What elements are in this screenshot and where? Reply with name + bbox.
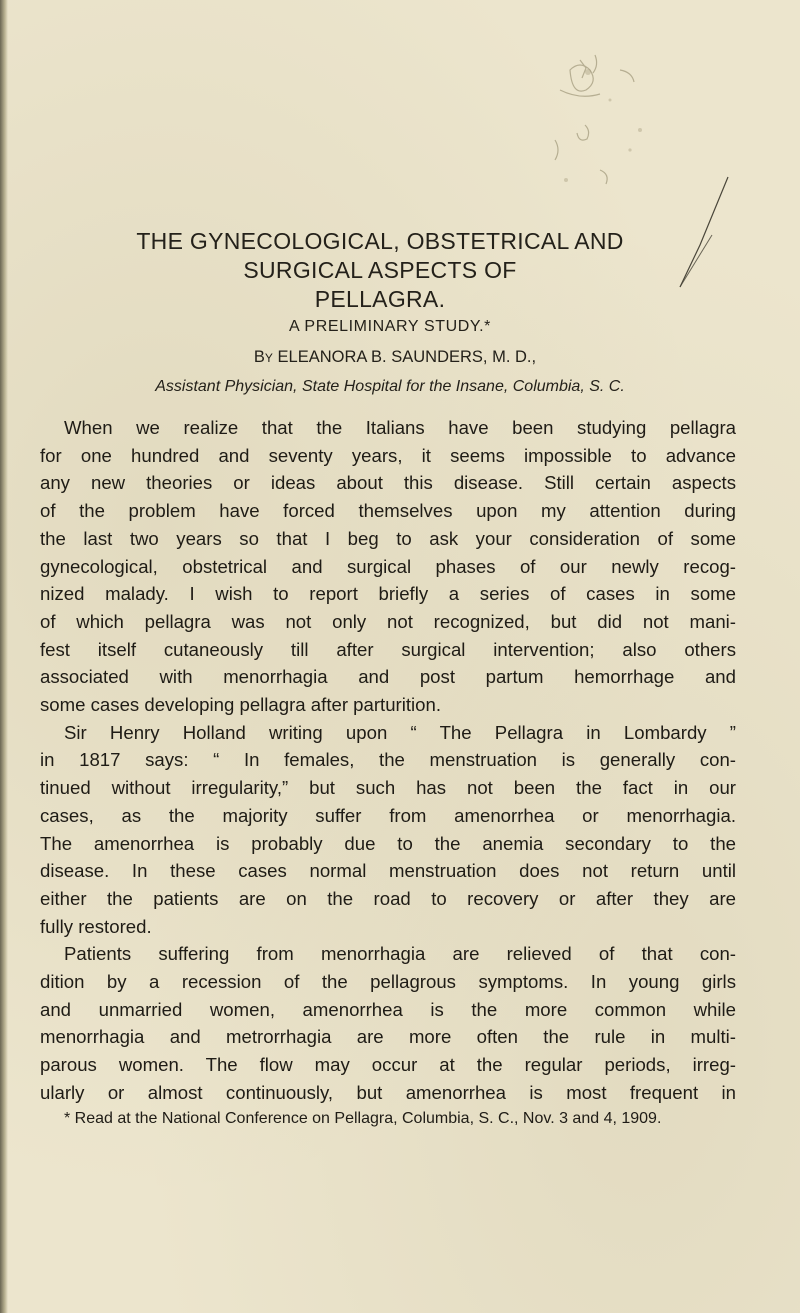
- body-line: fest itself cutaneously till after surgical intervention; also others: [40, 638, 736, 660]
- article-subtitle: A PRELIMINARY STUDY.*: [288, 318, 491, 335]
- body-line: dition by a recession of the pellagrous symptoms. In young girls: [40, 971, 736, 993]
- body-line: any new theories or ideas about this disease. Still certain aspects: [40, 472, 736, 494]
- article-title-line-1: THE GYNECOLOGICAL, OBSTETRICAL AND: [136, 228, 624, 254]
- author-affiliation: Assistant Physician, State Hospital for the Insane, Columbia, S. C.: [155, 378, 625, 395]
- body-line: parous women. The flow may occur at the regular periods, irreg-: [40, 1054, 736, 1076]
- body-line: the last two years so that I beg to ask your consideration of some: [40, 527, 736, 549]
- body-line: Patients suffering from menorrhagia are relieved of that con-: [64, 943, 736, 965]
- article-body: [40, 414, 736, 1107]
- body-line: either the patients are on the road to recovery or after they are: [40, 887, 736, 909]
- body-line: tinued without irregularity,” but such has not been the fact in our: [40, 777, 736, 799]
- body-line: gynecological, obstetrical and surgical phases of our newly recog-: [40, 555, 736, 577]
- byline-prefix: By: [253, 348, 273, 366]
- author-byline: [60, 348, 730, 367]
- body-line: cases, as the majority suffer from amenorrhea or menorrhagia.: [40, 804, 736, 826]
- body-line: and unmarried women, amenorrhea is the more common while: [40, 998, 736, 1020]
- body-line: some cases developing pellagra after parturition.: [40, 694, 442, 716]
- footnote-text: * Read at the National Conference on Pellagra, Columbia, S. C., Nov. 3 and 4, 1909.: [64, 1110, 662, 1127]
- body-line: ularly or almost continuously, but amenorrhea is most frequent in: [40, 1081, 736, 1103]
- article-title-line-3: PELLAGRA.: [314, 286, 446, 312]
- author-name: ELEANORA B. SAUNDERS, M. D.,: [277, 348, 537, 366]
- footnote: [40, 1108, 736, 1129]
- body-line: When we realize that the Italians have been studying pellagra: [64, 417, 736, 438]
- body-line: for one hundred and seventy years, it seems impossible to advance: [40, 444, 736, 466]
- body-line: The amenorrhea is probably due to the anemia secondary to the: [40, 832, 736, 854]
- body-line: fully restored.: [40, 915, 152, 937]
- body-line: in 1817 says: “ In females, the menstruation is generally con-: [40, 749, 736, 771]
- body-line: Sir Henry Holland writing upon “ The Pellagra in Lombardy ”: [64, 721, 736, 743]
- body-line: associated with menorrhagia and post partum hemorrhage and: [40, 666, 736, 688]
- body-line: of the problem have forced themselves upon my attention during: [40, 500, 736, 522]
- body-line: menorrhagia and metrorrhagia are more often the rule in multi-: [40, 1026, 736, 1048]
- body-line: disease. In these cases normal menstruation does not return until: [40, 860, 736, 882]
- article-title-line-2: SURGICAL ASPECTS OF: [243, 257, 517, 283]
- body-line: of which pellagra was not only not recognized, but did not mani-: [40, 610, 736, 632]
- page-edge-shadow: [0, 0, 8, 1313]
- body-line: nized malady. I wish to report briefly a series of cases in some: [40, 583, 736, 605]
